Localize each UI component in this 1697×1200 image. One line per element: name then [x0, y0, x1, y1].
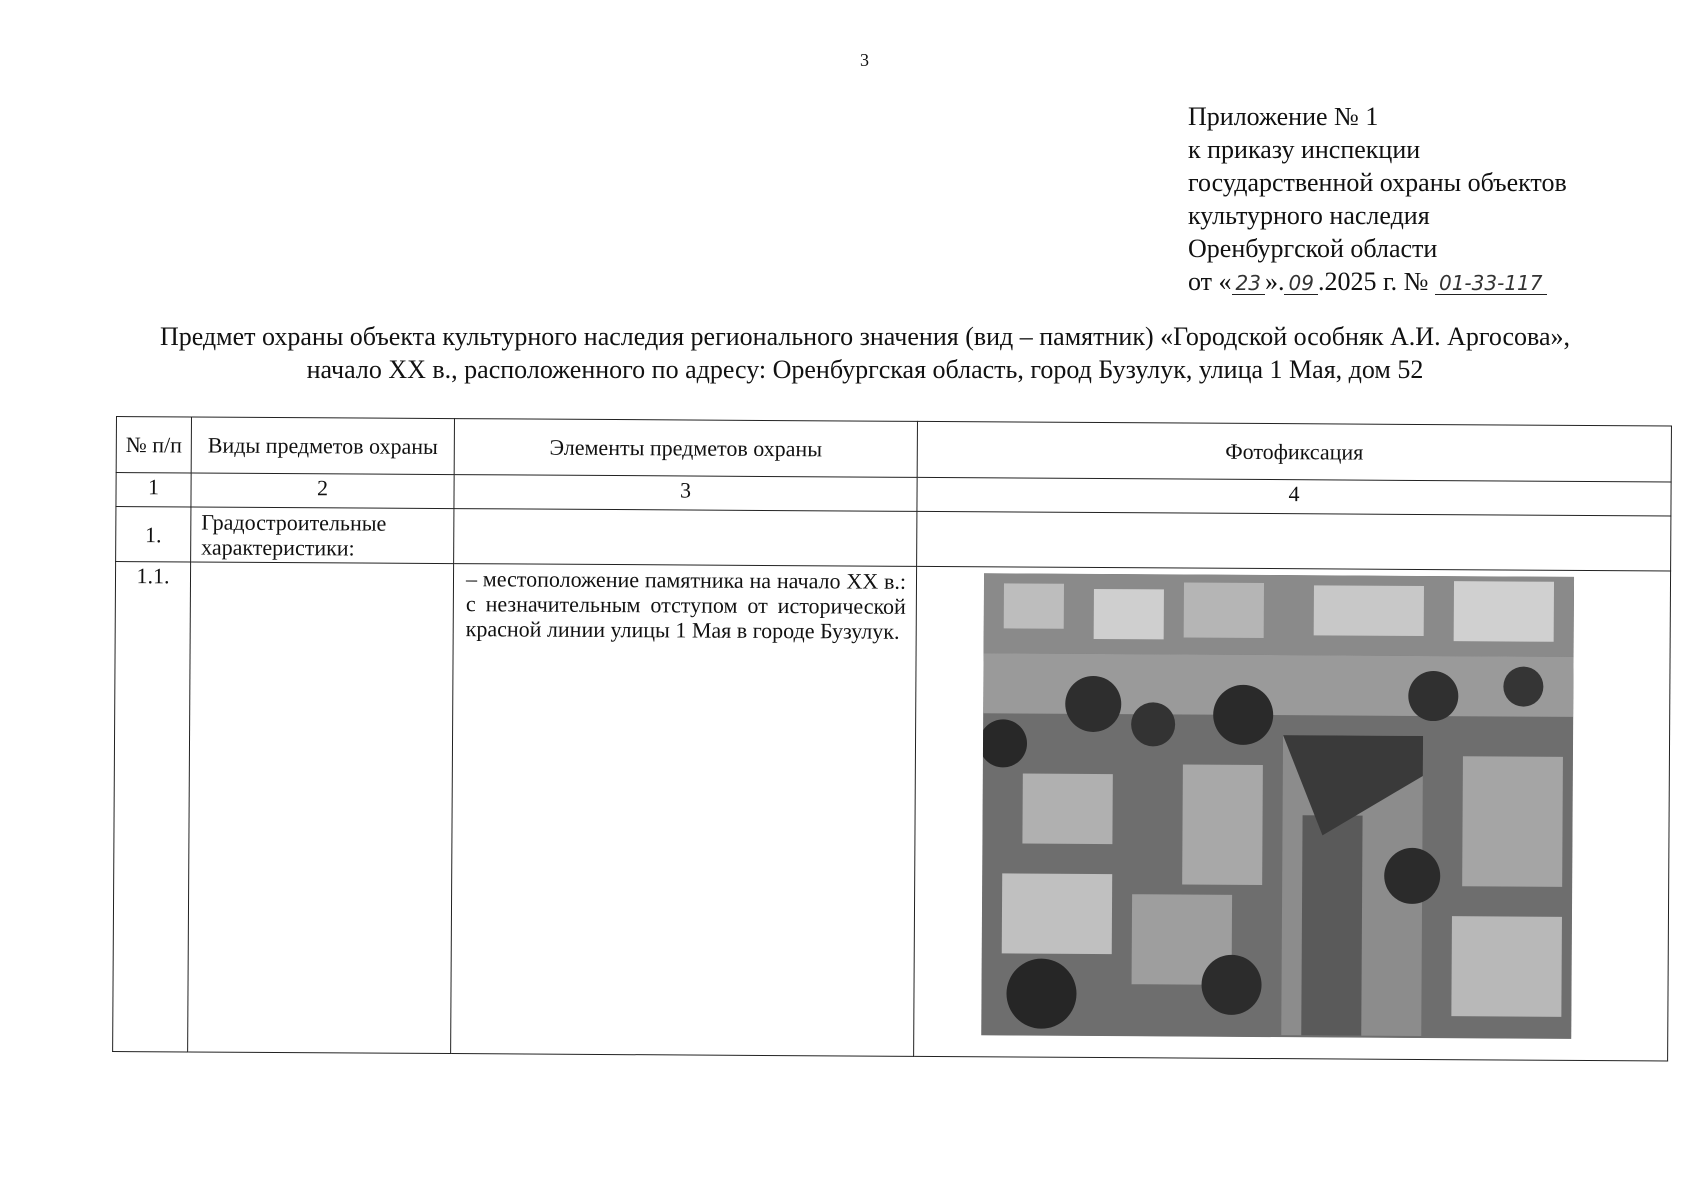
row-type — [188, 562, 454, 1054]
col-number: 4 — [917, 477, 1671, 516]
appendix-line: Оренбургской области — [1188, 234, 1438, 263]
header-photo: Фотофиксация — [917, 421, 1671, 482]
aerial-photo-image — [981, 573, 1574, 1039]
title-line-2: начало XX в., расположенного по адресу: Оренбургская область, город Бузулук, улица 1 Мая, дом 52 — [306, 355, 1424, 384]
col-number: 2 — [191, 473, 454, 509]
row-num: 1.1. — [113, 562, 191, 1052]
appendix-line: к приказу инспекции — [1188, 135, 1421, 164]
row-type: Градостроительные характеристики: — [191, 507, 454, 564]
document-title — [80, 320, 1650, 386]
handwritten-month: 09 — [1284, 272, 1317, 295]
row-element: – местоположение памятника на начало XX в.: с незначительным отступом от исторической красной линии улицы 1 Мая в городе Бузулук. — [451, 564, 917, 1057]
row-num: 1. — [116, 507, 191, 562]
header-types: Виды предметов охраны — [191, 417, 454, 475]
col-number: 1 — [116, 473, 191, 507]
appendix-line: Приложение № 1 — [1188, 102, 1379, 131]
handwritten-order-number: 01-33-117 — [1435, 272, 1547, 295]
date-year: .2025 г. № — [1317, 267, 1429, 296]
col-number: 3 — [454, 475, 917, 512]
row-photo — [914, 566, 1671, 1061]
table-row — [113, 562, 1671, 1061]
page-number: 3 — [860, 50, 869, 70]
header-elements: Элементы предметов охраны — [454, 419, 917, 478]
aerial-photo — [981, 573, 1574, 1039]
header-num: № п/п — [116, 417, 191, 473]
handwritten-day: 23 — [1232, 272, 1265, 295]
appendix-header — [1188, 100, 1567, 298]
row-element — [454, 509, 917, 567]
appendix-date-line — [1188, 265, 1567, 298]
date-mid: ». — [1264, 267, 1285, 296]
appendix-line: культурного наследия — [1188, 201, 1430, 230]
table-header-row — [116, 417, 1671, 482]
table-row — [116, 507, 1671, 571]
row-photo — [917, 511, 1671, 571]
appendix-line: государственной охраны объектов — [1188, 168, 1567, 197]
date-prefix: от « — [1188, 267, 1232, 296]
protection-table — [112, 416, 1672, 1061]
title-line-1: Предмет охраны объекта культурного наследия регионального значения (вид – памятник) «Городской особняк А.И. Аргосова», — [159, 322, 1571, 351]
